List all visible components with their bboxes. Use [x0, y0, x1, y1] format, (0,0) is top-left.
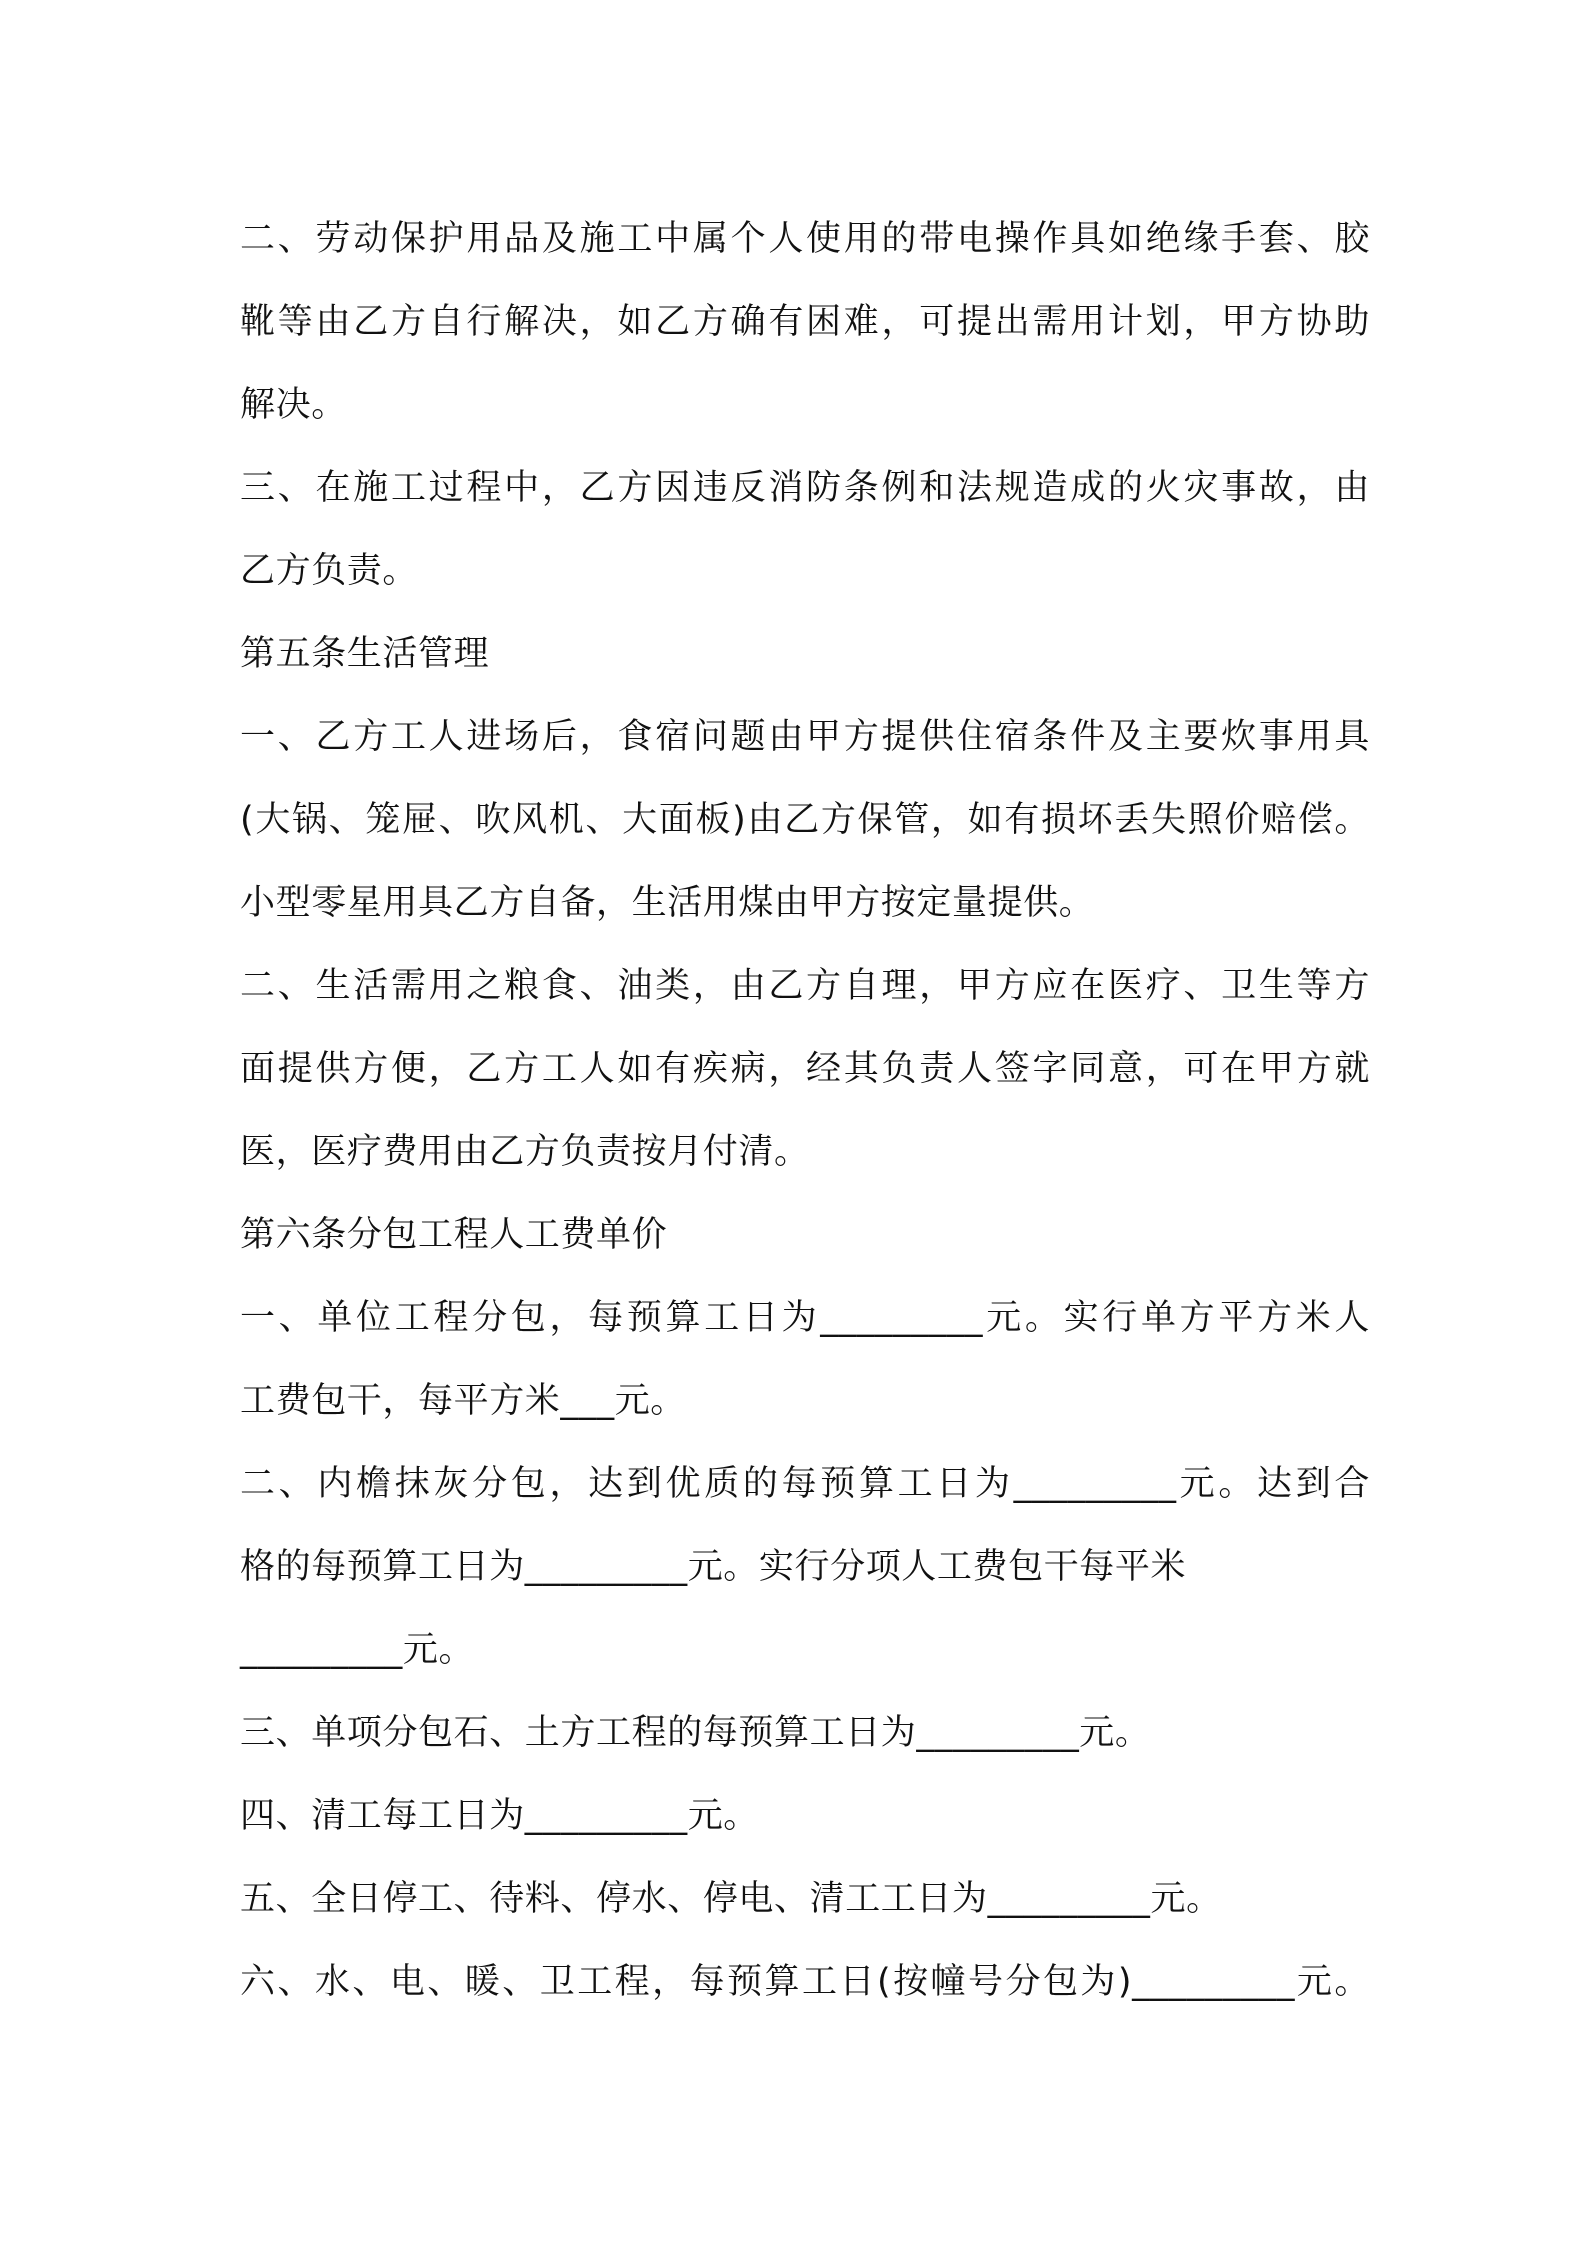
text-line: 格的每预算工日为_________元。实行分项人工费包干每平米 — [240, 1547, 1187, 1587]
text-line: 四、清工每工日为_________元。 — [240, 1796, 759, 1836]
text-line: 三、在施工过程中，乙方因违反消防条例和法规造成的火灾事故，由 — [240, 468, 1370, 508]
text-line: 工费包干，每平方米___元。 — [240, 1381, 686, 1421]
text-line: (大锅、笼屉、吹风机、大面板)由乙方保管，如有损坏丢失照价赔偿。 — [240, 800, 1370, 840]
text-line: 一、乙方工人进场后，食宿问题由甲方提供住宿条件及主要炊事用具 — [240, 717, 1370, 757]
text-line: 六、水、电、暖、卫工程，每预算工日(按幢号分包为)_________元。 — [240, 1962, 1370, 2002]
text-line: 二、内檐抹灰分包，达到优质的每预算工日为_________元。达到合 — [240, 1464, 1370, 1504]
text-line: 乙方负责。 — [240, 551, 419, 591]
text-line: 靴等由乙方自行解决，如乙方确有困难，可提出需用计划，甲方协助 — [240, 302, 1370, 342]
text-line: 解决。 — [240, 385, 347, 425]
text-line: 面提供方便，乙方工人如有疾病，经其负责人签字同意，可在甲方就 — [240, 1049, 1370, 1089]
text-line: 医，医疗费用由乙方负责按月付清。 — [240, 1132, 810, 1172]
text-line: 二、生活需用之粮食、油类，由乙方自理，甲方应在医疗、卫生等方 — [240, 966, 1370, 1006]
text-line: 一、单位工程分包，每预算工日为_________元。实行单方平方米人 — [240, 1298, 1370, 1338]
text-line: _________元。 — [240, 1630, 475, 1670]
document-body — [240, 198, 1370, 2024]
text-line: 五、全日停工、待料、停水、停电、清工工日为_________元。 — [240, 1879, 1222, 1919]
text-line: 三、单项分包石、土方工程的每预算工日为_________元。 — [240, 1713, 1151, 1753]
section-heading: 第五条生活管理 — [240, 634, 490, 674]
section-heading: 第六条分包工程人工费单价 — [240, 1215, 668, 1255]
text-line: 小型零星用具乙方自备，生活用煤由甲方按定量提供。 — [240, 883, 1095, 923]
text-line: 二、劳动保护用品及施工中属个人使用的带电操作具如绝缘手套、胶 — [240, 219, 1370, 259]
